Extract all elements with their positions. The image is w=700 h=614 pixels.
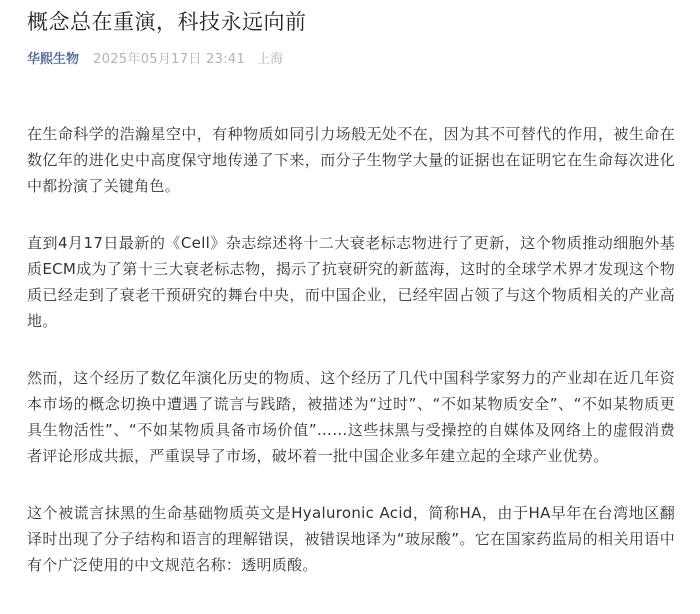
publish-location: 上海 <box>257 52 284 67</box>
article <box>27 0 675 609</box>
paragraph: 然而，这个经历了数亿年演化历史的物质、这个经历了几代中国科学家努力的产业却在近几年资本市场的概念切换中遭遇了谎言与践踏，被描述为“过时”、“不如某物质安全”、“不如某物质更具生物活性”、“不如某物质具备市场价值”……这些抹黑与受操控的自媒体及网络上的虚假消费者评论形成共振，严重误导了市场，破坏着一批中国企业多年建立起的全球产业优势。 <box>27 369 675 465</box>
paragraph: 这个被谎言抹黑的生命基础物质英文是Hyaluronic Acid，简称HA，由于HA早年在台湾地区翻译时出现了分子结构和语言的理解错误，被错误地译为“玻尿酸”。它在国家药监局的相关用语中有个广泛使用的中文规范名称：透明质酸。 <box>27 504 675 574</box>
paragraph: 直到4月17日最新的《Cell》杂志综述将十二大衰老标志物进行了更新，这个物质推动细胞外基质ECM成为了第十三大衰老标志物，揭示了抗衰研究的新蓝海，这时的全球学术界才发现这个物质已经走到了衰老干预研究的舞台中央，而中国企业，已经牢固占领了与这个物质相关的产业高地。 <box>27 234 675 330</box>
paragraph: 在生命科学的浩瀚星空中，有种物质如同引力场般无处不在，因为其不可替代的作用，被生命在数亿年的进化史中高度保守地传递了下来，而分子生物学大量的证据也在证明它在生命每次进化中都扮演了关键角色。 <box>27 125 675 195</box>
account-name-link[interactable]: 华熙生物 <box>27 52 80 67</box>
publish-time: 2025年05月17日 23:41 <box>93 52 246 67</box>
article-meta <box>27 51 675 69</box>
article-title: 概念总在重演，科技永远向前 <box>27 10 307 34</box>
article-content <box>27 121 675 578</box>
